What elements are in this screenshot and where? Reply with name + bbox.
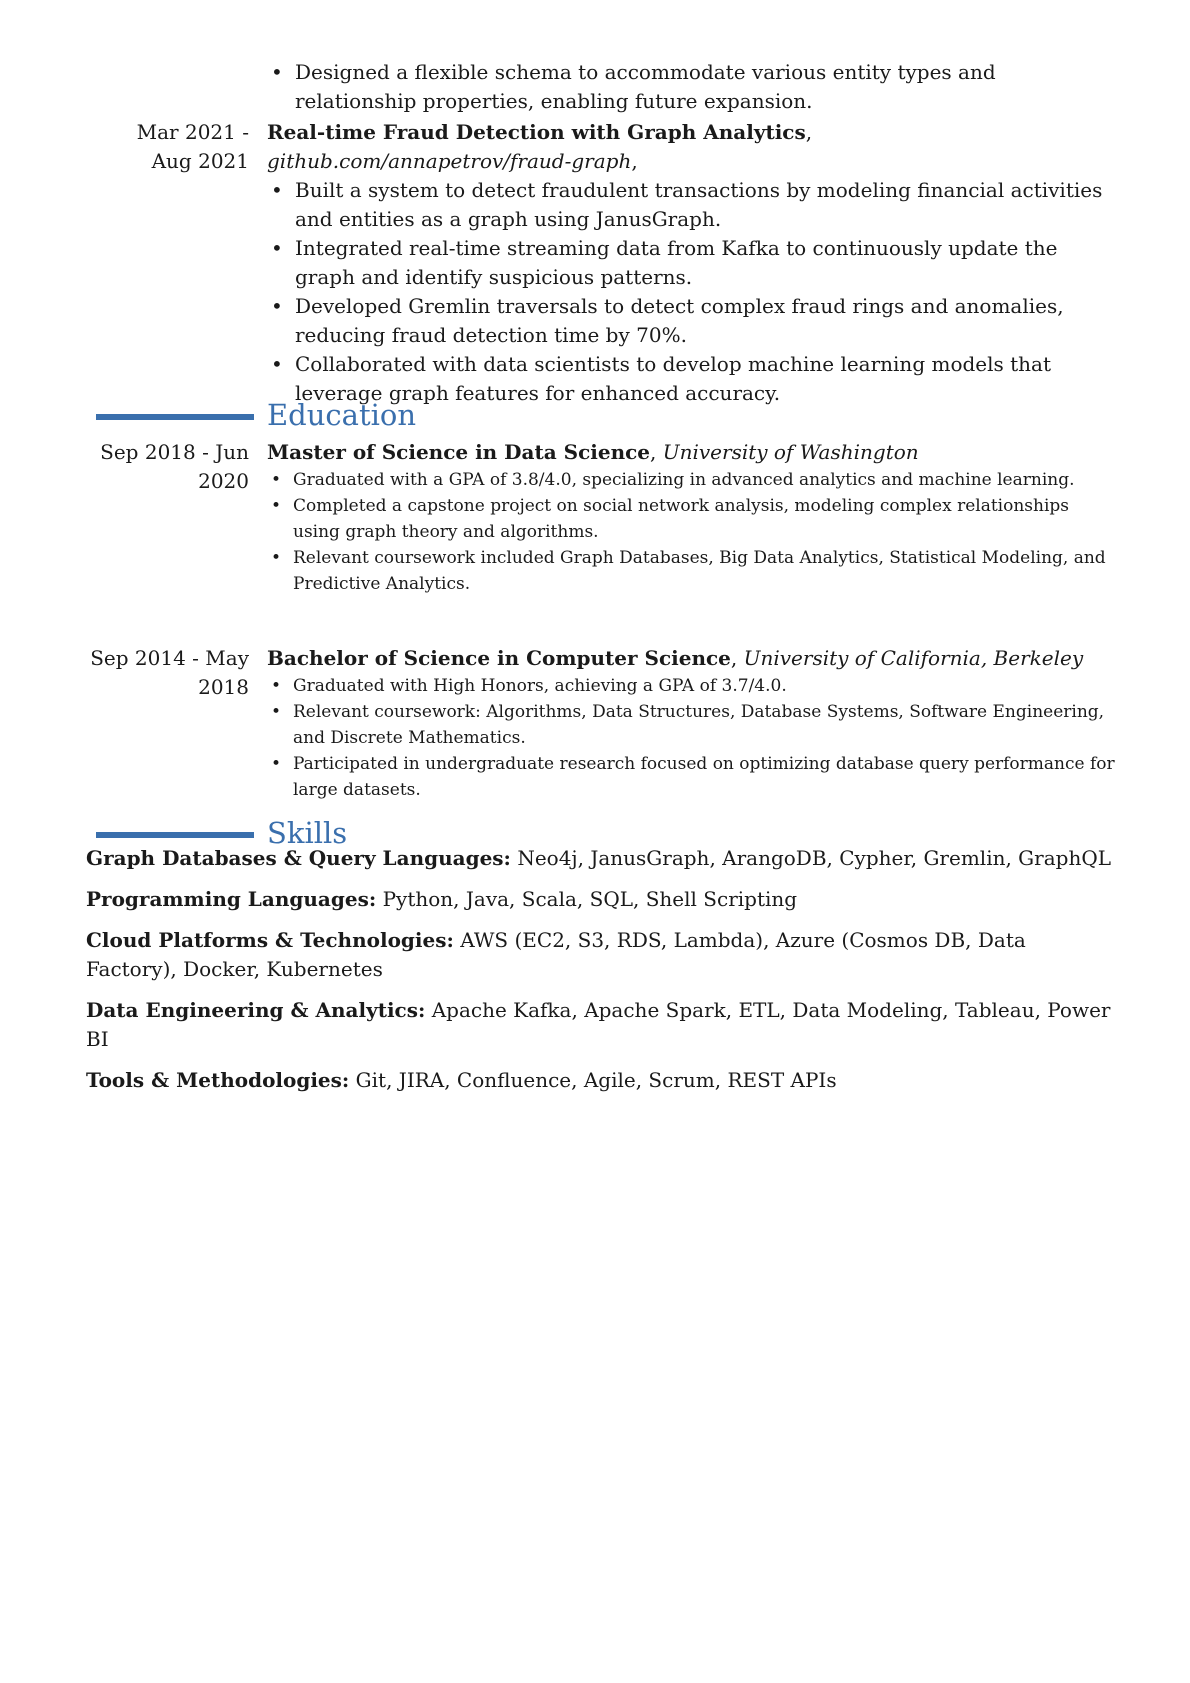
education-bullets — [267, 673, 1117, 803]
skill-label: Programming Languages: — [86, 887, 377, 911]
project-bullets — [267, 176, 1117, 408]
section-title: Skills — [267, 816, 348, 850]
skill-row — [86, 996, 1116, 1054]
bullet-item: • Relevant coursework: Algorithms, Data Structures, Database Systems, Software Engineering, and Discrete Mathematics. — [267, 699, 1117, 751]
education-heading: Master of Science in Data Science, University of Washington — [267, 440, 919, 464]
bullet-item: • Collaborated with data scientists to develop machine learning models that leverage graph features for enhanced accuracy. — [267, 350, 1117, 408]
education-date: Sep 2018 - Jun 2020 — [100, 440, 249, 493]
project-link[interactable]: github.com/annapetrov/fraud-graph — [267, 149, 632, 173]
bullet-item: • Relevant coursework included Graph Databases, Big Data Analytics, Statistical Modeling, and Predictive Analytics. — [267, 545, 1117, 597]
skill-label: Tools & Methodologies: — [86, 1068, 350, 1092]
school: University of Washington — [662, 440, 919, 464]
skill-row — [86, 885, 1116, 914]
section-rule — [96, 832, 254, 838]
section-rule — [96, 414, 254, 420]
section-title: Education — [267, 398, 417, 432]
bullet-item: • Graduated with High Honors, achieving a GPA of 3.7/4.0. — [267, 673, 1117, 699]
prior-project-bullets — [267, 58, 1117, 116]
education-bullets — [267, 467, 1117, 597]
bullet-item: • Developed Gremlin traversals to detect complex fraud rings and anomalies, reducing fraud detection time by 70%. — [267, 292, 1117, 350]
bullet-item: • Graduated with a GPA of 3.8/4.0, specializing in advanced analytics and machine learning. — [267, 467, 1117, 493]
education-heading: Bachelor of Science in Computer Science, University of California, Berkeley — [267, 646, 1084, 670]
school: University of California, Berkeley — [743, 646, 1084, 670]
degree: Master of Science in Data Science — [267, 440, 651, 464]
bullet-item: • Completed a capstone project on social network analysis, modeling complex relationships using graph theory and algorithms. — [267, 493, 1117, 545]
skill-label: Graph Databases & Query Languages: — [86, 846, 511, 870]
bullet-item: • Designed a flexible schema to accommodate various entity types and relationship properties, enabling future expansion. — [267, 58, 1117, 116]
skill-value: Python, Java, Scala, SQL, Shell Scripting — [382, 887, 798, 911]
bullet-item: • Integrated real-time streaming data from Kafka to continuously update the graph and identify suspicious patterns. — [267, 234, 1117, 292]
skill-row — [86, 926, 1116, 984]
project-date: Mar 2021 - Aug 2021 — [136, 120, 249, 173]
project-heading: Real-time Fraud Detection with Graph Analytics, github.com/annapetrov/fraud-graph, — [267, 120, 813, 173]
skill-value: AWS (EC2, S3, RDS, Lambda), Azure (Cosmos DB, Data Factory), Docker, Kubernetes — [86, 928, 1026, 981]
skill-label: Data Engineering & Analytics: — [86, 998, 426, 1022]
bullet-item: • Participated in undergraduate research focused on optimizing database query performance for large datasets. — [267, 751, 1117, 803]
skill-value: Neo4j, JanusGraph, ArangoDB, Cypher, Gremlin, GraphQL — [517, 846, 1112, 870]
project-title: Real-time Fraud Detection with Graph Analytics — [267, 120, 806, 144]
education-section-header — [86, 397, 1116, 433]
skills-list — [86, 844, 1116, 1107]
bullet-item: • Built a system to detect fraudulent transactions by modeling financial activities and entities as a graph using JanusGraph. — [267, 176, 1117, 234]
skill-row — [86, 1066, 1116, 1095]
skill-label: Cloud Platforms & Technologies: — [86, 928, 454, 952]
skill-value: Apache Kafka, Apache Spark, ETL, Data Modeling, Tableau, Power BI — [86, 998, 1111, 1051]
skill-value: Git, JIRA, Confluence, Agile, Scrum, REST APIs — [355, 1068, 837, 1092]
education-date: Sep 2014 - May 2018 — [90, 646, 249, 699]
skill-row — [86, 844, 1116, 873]
degree: Bachelor of Science in Computer Science — [267, 646, 731, 670]
